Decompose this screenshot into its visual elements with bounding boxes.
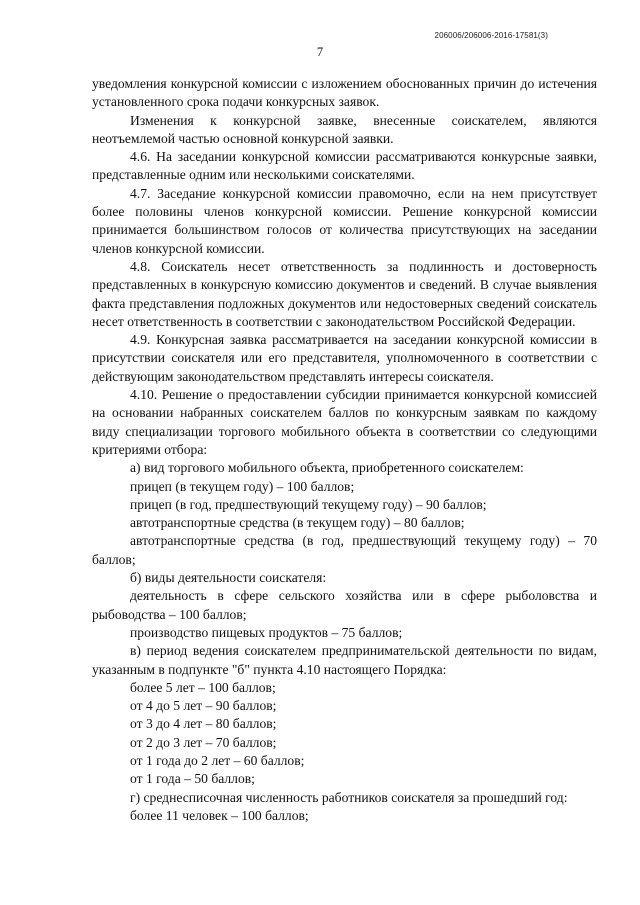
document-body bbox=[92, 75, 597, 825]
page-number: 7 bbox=[316, 45, 324, 59]
paragraph-amendments: Изменения к конкурсной заявке, внесенные соискателем, являются неотъемлемой частью основной конкурсной заявки. bbox=[92, 112, 597, 146]
list-item: от 1 года до 2 лет – 60 баллов; bbox=[130, 752, 305, 768]
list-item: прицеп (в год, предшествующий текущему году) – 90 баллов; bbox=[130, 496, 487, 512]
list-item: более 11 человек – 100 баллов; bbox=[130, 807, 309, 823]
criterion-b-heading: б) виды деятельности соискателя: bbox=[130, 570, 327, 586]
list-item: автотранспортные средства (в текущем году) – 80 баллов; bbox=[130, 515, 465, 531]
paragraph-continuation: уведомления конкурсной комиссии с изложением обоснованных причин до истечения установленного срока подачи конкурсных заявок. bbox=[92, 76, 597, 110]
list-item: автотранспортные средства (в год, предшествующий текущему году) – 70 баллов; bbox=[92, 533, 597, 567]
document-code: 206006/206006-2016-17581(3) bbox=[434, 31, 548, 40]
list-item: от 3 до 4 лет – 80 баллов; bbox=[130, 716, 277, 732]
criterion-v-heading: в) период ведения соискателем предпринимательской деятельности по видам, указанным в подпункте "б" пункта 4.10 настоящего Порядка: bbox=[92, 643, 597, 677]
list-item: от 2 до 3 лет – 70 баллов; bbox=[130, 734, 277, 750]
list-item: производство пищевых продуктов – 75 баллов; bbox=[130, 624, 403, 640]
paragraph-4-6: 4.6. На заседании конкурсной комиссии рассматриваются конкурсные заявки, представленные одним или несколькими соискателями. bbox=[92, 149, 597, 183]
paragraph-4-7: 4.7. Заседание конкурсной комиссии правомочно, если на нем присутствует более половины членов конкурсной комиссии. Решение конкурсной комиссии принимается большинством голосов от количества присутствующих на заседании членов конкурсной комиссии. bbox=[92, 185, 597, 256]
paragraph-4-9: 4.9. Конкурсная заявка рассматривается на заседании конкурсной комиссии в присутствии соискателя или его представителя, уполномоченного в соответствии с действующим законодательством представлять интересы соискателя. bbox=[92, 332, 597, 384]
criterion-a-heading: а) вид торгового мобильного объекта, приобретенного соискателем: bbox=[130, 460, 524, 476]
paragraph-4-8: 4.8. Соискатель несет ответственность за подлинность и достоверность представленных в конкурсную комиссию документов и сведений. В случае выявления факта представления подложных документов или недостоверных сведений соискатель несет ответственность в соответствии с законодательством Российской Федерации. bbox=[92, 258, 597, 329]
list-item: от 4 до 5 лет – 90 баллов; bbox=[130, 698, 277, 714]
list-item: прицеп (в текущем году) – 100 баллов; bbox=[130, 478, 355, 494]
list-item: от 1 года – 50 баллов; bbox=[130, 771, 255, 787]
list-item: деятельность в сфере сельского хозяйства или в сфере рыболовства и рыбоводства – 100 баллов; bbox=[92, 588, 597, 622]
list-item: более 5 лет – 100 баллов; bbox=[130, 679, 276, 695]
criterion-g-heading: г) среднесписочная численность работников соискателя за прошедший год: bbox=[130, 789, 568, 805]
paragraph-4-10: 4.10. Решение о предоставлении субсидии принимается конкурсной комиссией на основании набранных соискателем баллов по конкурсным заявкам по каждому виду специализации торгового мобильного объекта в соответствии со следующими критериями отбора: bbox=[92, 387, 597, 457]
